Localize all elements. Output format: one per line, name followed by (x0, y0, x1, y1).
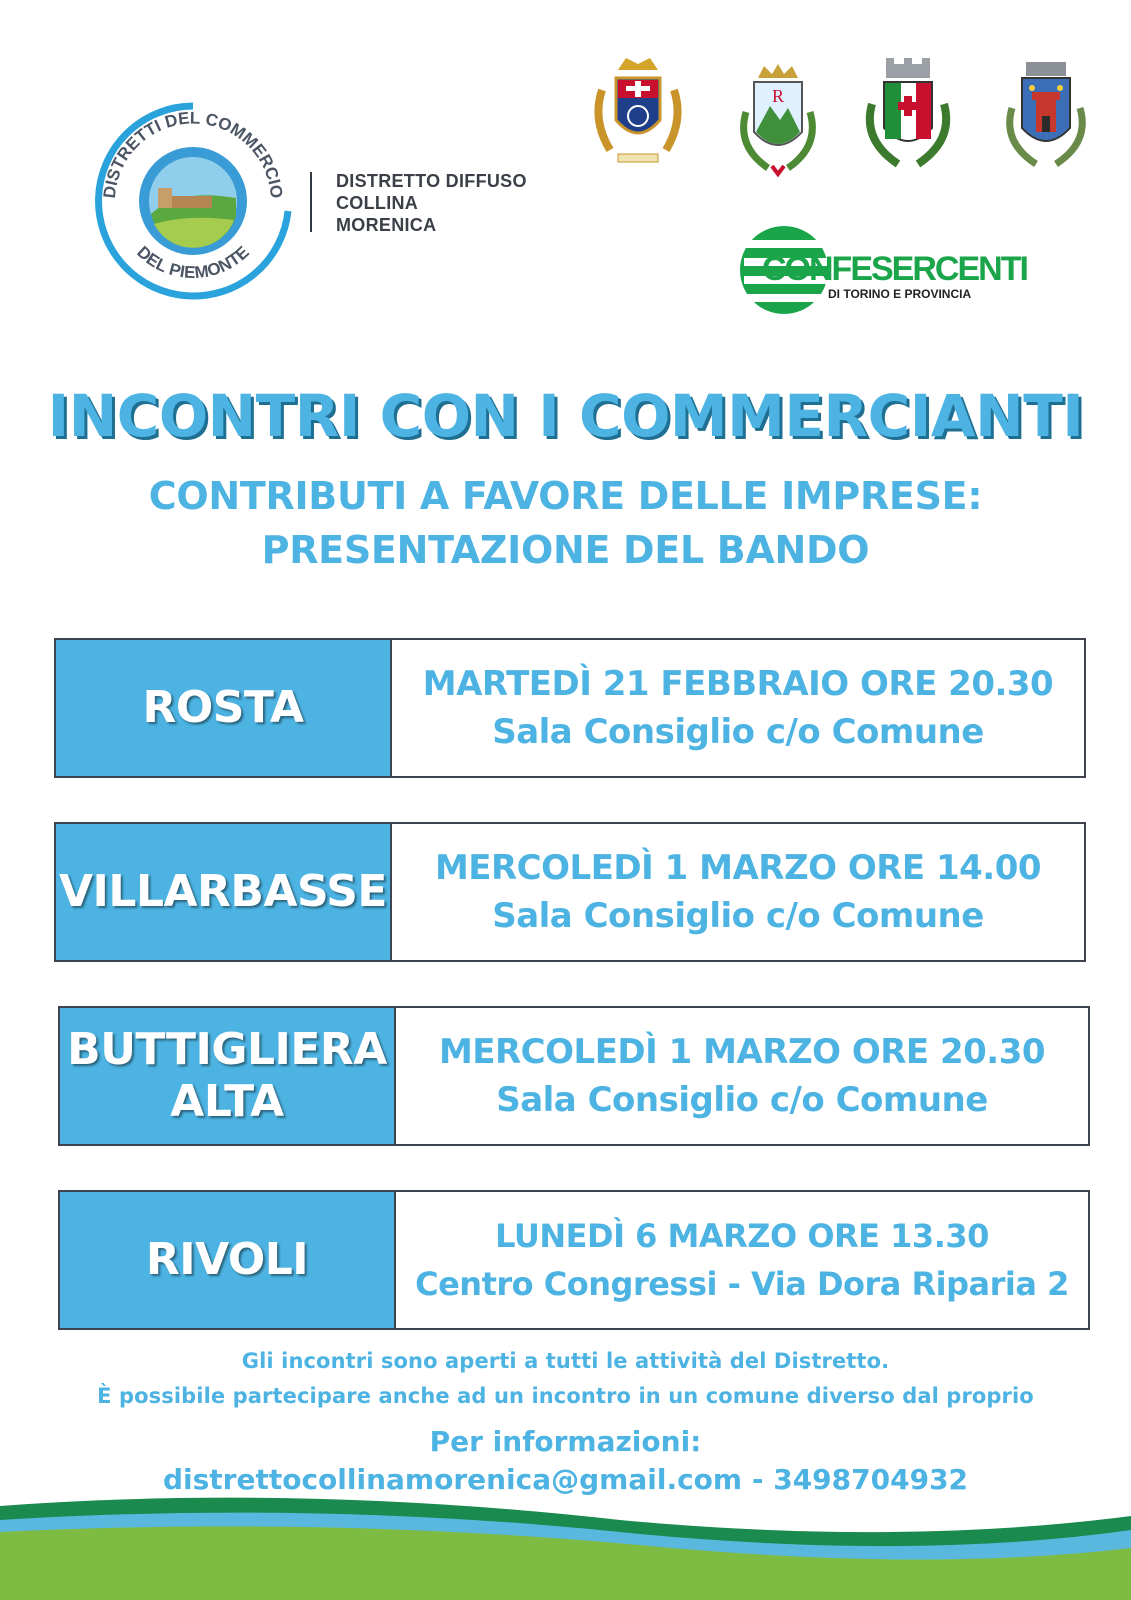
event-where: Centro Congressi - Via Dora Riparia 2 (415, 1265, 1069, 1303)
footer-note-line-1: Gli incontri sono aperti a tutti le attività del Distretto. (241, 1349, 890, 1373)
event-when: MARTEDÌ 21 FEBBRAIO ORE 20.30 (422, 664, 1054, 704)
logo-ring-top-text: DISTRETTI DEL COMMERCIO (99, 108, 287, 200)
event-info (392, 640, 1084, 776)
crest-villarbasse-icon (996, 58, 1096, 178)
logo-ring-bottom-text: DEL PIEMONTE (133, 242, 253, 283)
event-where: Sala Consiglio c/o Comune (496, 1080, 988, 1120)
event-info (392, 824, 1084, 960)
decorative-waves (0, 1490, 1131, 1600)
event-when: MERCOLEDÌ 1 MARZO ORE 20.30 (438, 1032, 1046, 1072)
logo-divider (310, 172, 312, 232)
event-where: Sala Consiglio c/o Comune (492, 896, 984, 936)
event-town (60, 1008, 396, 1144)
crest-buttigliera-alta-icon (858, 58, 958, 178)
confesercenti-logo (738, 222, 1027, 318)
event-info (396, 1192, 1088, 1328)
event-row-buttigliera-alta (58, 1006, 1090, 1146)
event-where: Sala Consiglio c/o Comune (492, 712, 984, 752)
footer-note-line-2: È possibile partecipare anche ad un incontro in un comune diverso dal proprio (97, 1384, 1034, 1408)
event-row-villarbasse (54, 822, 1086, 962)
event-town-line-2: ALTA (170, 1076, 284, 1127)
district-name-line-2: COLLINA (336, 193, 419, 213)
distretti-commercio-logo (88, 96, 298, 306)
subtitle-line-2: PRESENTAZIONE DEL BANDO (261, 528, 870, 572)
crest-rivoli-icon (588, 50, 688, 170)
event-when: MERCOLEDÌ 1 MARZO ORE 14.00 (434, 848, 1042, 888)
district-name-line-3: MORENICA (336, 215, 437, 235)
page-title: INCONTRI CON I COMMERCIANTI (47, 382, 1084, 450)
event-town: VILLARBASSE (56, 824, 392, 960)
event-town-line-1: BUTTIGLIERA (67, 1024, 387, 1075)
event-row-rivoli (58, 1190, 1090, 1330)
crest-rosta-icon (728, 62, 828, 182)
contact-line[interactable]: distrettocollinamorenica@gmail.com - 3498704932 (162, 1463, 969, 1496)
confesercenti-name: CONFESERCENTI (762, 250, 1027, 288)
subtitle-line-1: CONTRIBUTI A FAVORE DELLE IMPRESE: (148, 474, 983, 518)
district-name-line-1: DISTRETTO DIFFUSO (336, 171, 527, 191)
event-town: RIVOLI (60, 1192, 396, 1328)
info-label: Per informazioni: (429, 1425, 702, 1458)
svg-text:R: R (771, 86, 785, 106)
event-info (396, 1008, 1088, 1144)
event-when: LUNEDÌ 6 MARZO ORE 13.30 (495, 1217, 989, 1255)
event-town: ROSTA (56, 640, 392, 776)
confesercenti-tagline: DI TORINO E PROVINCIA (828, 287, 972, 301)
event-row-rosta (54, 638, 1086, 778)
